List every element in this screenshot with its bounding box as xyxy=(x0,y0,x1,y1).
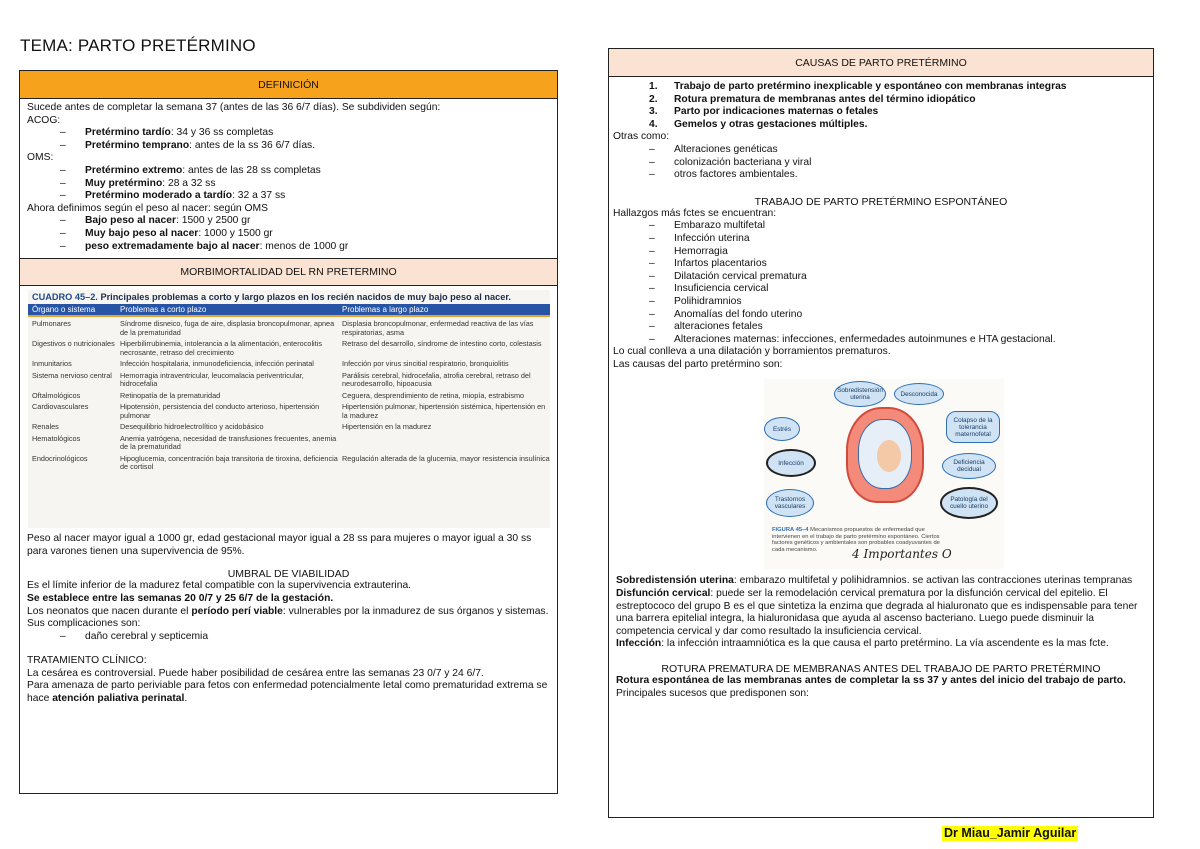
list-item: 4. Gemelos y otras gestaciones múltiples. xyxy=(649,118,868,130)
bubble-deficiencia: Deficiencia decidual xyxy=(942,453,996,479)
list-item: – Infección uterina xyxy=(649,232,750,244)
bubble-colapso: Colapso de la tolerancia maternofetal xyxy=(946,411,1000,443)
table-row: Oftalmológicos Retinopatía de la prematuridad Ceguera, desprendimiento de retina, miopía, estrabismo xyxy=(32,390,525,400)
tratamiento-line: Para amenaza de parto periviable para fetos con enfermedad potencialmente letal como prematuridad extrema se hace atención paliativa perinatal. xyxy=(27,680,548,705)
table-row: Inmunitarios Infección hospitalaria, inmunodeficiencia, infección perinatal Infección por virus sincitial respiratorio, bronquiolitis xyxy=(32,359,509,369)
list-item: – Insuficiencia cervical xyxy=(649,283,769,295)
otras-label: Otras como: xyxy=(613,131,670,143)
uterus-illustration xyxy=(846,407,924,503)
bubble-infeccion: Infección xyxy=(766,449,816,477)
list-item: – Pretérmino moderado a tardío: 32 a 37 ss xyxy=(60,190,286,202)
sobredistension-para: Sobredistensión uterina: embarazo multifetal y polihidramnios. se activan las contracciones uterinas tempranas xyxy=(616,575,1133,587)
causas-header: CAUSAS DE PARTO PRETÉRMINO xyxy=(609,49,1153,77)
mechanisms-text xyxy=(609,569,1153,651)
rotura-bold-text: Rotura espontánea de las membranas antes de completar la ss 37 y antes del inicio del trabajo de parto. xyxy=(616,675,1126,687)
umbral-title: UMBRAL DE VIABILIDAD xyxy=(227,568,350,581)
fetus-illustration xyxy=(877,440,901,472)
right-panel xyxy=(608,48,1154,818)
left-panel xyxy=(19,70,558,794)
definicion-header: DEFINICIÓN xyxy=(20,71,557,99)
umbral-section xyxy=(20,580,557,643)
morbi-header: MORBIMORTALIDAD DEL RN PRETERMINO xyxy=(20,258,557,286)
oms-label: OMS: xyxy=(27,152,54,164)
bubble-estres: Estrés xyxy=(764,417,800,441)
list-item: 1. Trabajo de parto pretérmino inexplicable y espontáneo con membranas integras xyxy=(649,81,1067,92)
table-row: Hematológicos Anemia yatrógena, necesidad de transfusiones frecuentes, anemia de la prematuridad xyxy=(32,433,337,452)
list-item: – otros factores ambientales. xyxy=(649,169,798,181)
rotura-section xyxy=(609,675,1153,700)
table-row: Endocrinológicos Hipoglucemia, concentración baja transitoria de tiroxina, deficiencia de cortisol Regulación alterada de la glucemia, mayor resistencia insulínica xyxy=(32,453,550,472)
list-item: – colonización bacteriana y viral xyxy=(649,156,812,168)
bubble-sobredistension: Sobredistensión uterina xyxy=(834,381,886,407)
hallazgos-section xyxy=(609,208,1153,372)
list-item: – Hemorragia xyxy=(649,245,728,257)
hallazgos-label: Hallazgos más fctes se encuentran: xyxy=(613,207,777,219)
definicion-section xyxy=(20,99,557,253)
rotura-text: Principales sucesos que predisponen son: xyxy=(616,687,809,699)
list-item: – daño cerebral y septicemia xyxy=(60,630,209,642)
list-item: 3. Parto por indicaciones maternas o fetales xyxy=(649,106,879,118)
list-item: – Anomalías del fondo uterino xyxy=(649,308,803,320)
peso-intro: Ahora definimos según el peso al nacer: según OMS xyxy=(27,202,268,214)
list-item: – Polihidramnios xyxy=(649,295,742,307)
table-row: Digestivos o nutricionales Hiperbilirrubinemia, intolerancia a la alimentación, enterocolitis necrosante, retraso del crecimiento Retraso del desarrollo, síndrome de intestino corto, colestasis xyxy=(32,339,542,357)
causas-section xyxy=(609,77,1153,182)
list-item: – Muy pretérmino: 28 a 32 ss xyxy=(60,177,216,189)
list-item: – Muy bajo peso al nacer: 1000 y 1500 gr xyxy=(60,227,273,239)
list-item: – Pretérmino tardío: 34 y 36 ss completas xyxy=(60,127,274,139)
disfuncion-para: Disfunción cervical: puede ser la remodelación cervical prematura por la disfunción cervical del epitelio. El estreptococo del grupo B es el que sintetiza la enzima que degrada al hialuronato que es indispensable para tener una barrera epitelial integra, la hialuronidasa que ayuda al ascenso bacteriano. Luego puede disminuir la competencia cervical y dar como resultado la insuficiencia cervical. xyxy=(616,588,1138,637)
cuadro-title: CUADRO 45–2. Principales problemas a corto y largo plazos en los recién nacidos de muy bajo peso al nacer. xyxy=(32,292,511,303)
list-item: – Infartos placentarios xyxy=(649,258,767,270)
handwritten-note: 4 Importantes O xyxy=(852,547,952,562)
table-row: Pulmonares Síndrome disneico, fuga de aire, displasia broncopulmonar, apnea de la prematuridad Displasia broncopulmonar, enfermedad reactiva de las vías respiratorias, asma xyxy=(32,319,534,337)
list-item: – Bajo peso al nacer: 1500 y 2500 gr xyxy=(60,215,251,227)
survival-text: Peso al nacer mayor igual a 1000 gr, edad gestacional mayor igual a 28 ss para mujeres o mayor igual a 30 ss para varones tienen una supervivencia de 95%. xyxy=(27,533,532,557)
bubble-patologia: Patología del cuello uterino xyxy=(940,487,998,519)
list-item: – Pretérmino extremo: antes de las 28 ss completas xyxy=(60,164,321,176)
espontaneo-title: TRABAJO DE PARTO PRETÉRMINO ESPONTÁNEO xyxy=(754,195,1008,208)
list-item: – Alteraciones maternas: infecciones, enfermedades autoinmunes e HTA gestacional. xyxy=(649,333,1056,345)
cuadro-header-row: Órgano o sistema Problemas a corto plazo Problemas a largo plazo xyxy=(28,304,550,317)
acog-label: ACOG: xyxy=(27,114,61,126)
list-item: – Alteraciones genéticas xyxy=(649,143,778,155)
tratamiento-title: TRATAMIENTO CLÍNICO: xyxy=(27,655,147,667)
list-item: – peso extremadamente bajo al nacer: menos de 1000 gr xyxy=(60,240,349,252)
bubble-desconocida: Desconocida xyxy=(894,383,944,405)
list-item: – Embarazo multifetal xyxy=(649,220,765,232)
list-item: – Pretérmino temprano: antes de la ss 36 6/7 días. xyxy=(60,139,316,151)
bubble-trastornos: Trastornos vasculares xyxy=(766,489,814,517)
rotura-title: ROTURA PREMATURA DE MEMBRANAS ANTES DEL TRABAJO DE PARTO PRETÉRMINO xyxy=(661,663,1101,676)
table-row: Cardiovasculares Hipotensión, persistencia del conducto arterioso, hipertensión pulmonar Hipertensión pulmonar, hipertensión sistémica, hipertensión en la madurez xyxy=(32,402,546,420)
figure-caption: FIGURA 45–4 Mecanismos propuestos de enfermedad que intervienen en el trabajo de parto pretérmino espontáneo. Ciertos factores genéticos y ambientales son probables coadyuvantes de cada mecanismo. xyxy=(772,527,940,553)
umbral-line-bold: Se establece entre las semanas 20 0/7 y 25 6/7 de la gestación. xyxy=(27,592,334,604)
causas-son-text: Las causas del parto pretérmino son: xyxy=(613,358,783,370)
table-row: Sistema nervioso central Hemorragia intraventricular, leucomalacia periventricular, hidrocefalia Parálisis cerebral, hidrocefalia, atrofia cerebral, retraso del neurodesarrollo, hipoacusia xyxy=(32,370,531,389)
conlleva-text: Lo cual conlleva a una dilatación y borramientos prematuros. xyxy=(613,346,891,358)
tratamiento-section xyxy=(20,652,557,705)
cuadro-table-image xyxy=(28,290,550,528)
umbral-line: Los neonatos que nacen durante el período perí viable: vulnerables por la inmadurez de sus órganos y sistemas. Sus complicaciones son: xyxy=(27,605,549,630)
umbral-line: Es el límite inferior de la madurez fetal compatible con la supervivencia extrauterina. xyxy=(27,580,412,592)
mechanisms-diagram xyxy=(764,379,1004,569)
def-intro: Sucede antes de completar la semana 37 (antes de las 36 6/7 días). Se subdividen según: xyxy=(27,102,441,113)
list-item: – alteraciones fetales xyxy=(649,321,763,333)
infeccion-para: Infección: la infección intraamniótica es la que causa el parto pretérmino. La vía ascendente es la mas fcte. xyxy=(616,638,1109,650)
author-signature: Dr Miau_Jamir Aguilar xyxy=(944,826,1077,840)
list-item: 2. Rotura prematura de membranas antes del término idiopático xyxy=(649,93,976,105)
list-item: – Dilatación cervical prematura xyxy=(649,270,807,282)
table-row: Renales Desequilibrio hidroelectrolítico y acidobásico Hipertensión en la madurez xyxy=(32,422,432,432)
tratamiento-line: La cesárea es controversial. Puede haber posibilidad de cesárea entre las semanas 23 0/7 y 24 6/7. xyxy=(27,667,484,679)
page-title: TEMA: PARTO PRETÉRMINO xyxy=(20,36,256,55)
